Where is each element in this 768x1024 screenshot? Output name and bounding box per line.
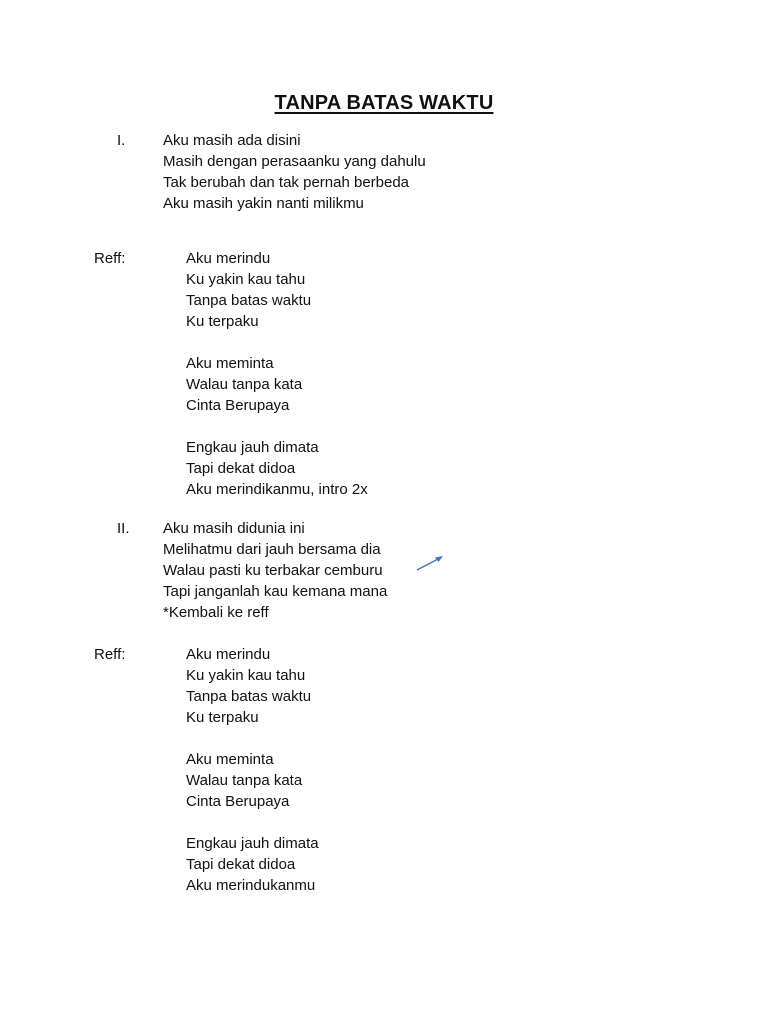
lyric-line: Walau tanpa kata (186, 376, 303, 393)
lyric-line: Aku masih didunia ini (163, 520, 305, 537)
lyric-line: Aku merindu (186, 646, 271, 663)
lyric-line: Aku meminta (186, 355, 274, 372)
lyric-line: Aku merindukanmu (186, 877, 316, 894)
reff-1-label: Reff: (94, 250, 126, 267)
lyric-line: Ku terpaku (186, 313, 259, 330)
lyric-line: Engkau jauh dimata (186, 835, 319, 852)
page-title: TANPA BATAS WAKTU (274, 92, 494, 114)
stanza-gap (186, 332, 368, 353)
lyric-line: Aku masih ada disini (163, 132, 301, 149)
annotation-arrow-icon (414, 553, 446, 573)
lyric-line: Ku terpaku (186, 709, 259, 726)
lyric-line: Aku meminta (186, 751, 274, 768)
reff-2-label: Reff: (94, 646, 126, 663)
lyric-line: Engkau jauh dimata (186, 439, 319, 456)
verse-1-label: I. (117, 132, 126, 149)
verse-1-lines (163, 130, 426, 214)
lyric-line: Tanpa batas waktu (186, 688, 312, 705)
lyric-line: Masih dengan perasaanku yang dahulu (163, 153, 426, 170)
lyric-line: Cinta Berupaya (186, 793, 290, 810)
lyric-line: Ku yakin kau tahu (186, 271, 306, 288)
lyric-line: Tapi dekat didoa (186, 460, 296, 477)
lyric-line: *Kembali ke reff (163, 604, 269, 621)
lyric-line: Aku merindu (186, 250, 271, 267)
lyric-line: Tanpa batas waktu (186, 292, 312, 309)
lyric-line: Tak berubah dan tak pernah berbeda (163, 174, 410, 191)
lyric-line: Aku merindikanmu, intro 2x (186, 481, 368, 498)
stanza-gap (186, 728, 319, 749)
verse-2-label: II. (117, 520, 130, 537)
lyric-line: Walau pasti ku terbakar cemburu (163, 562, 383, 579)
reff-1-lines (186, 248, 368, 500)
stanza-gap (186, 416, 368, 437)
lyric-line: Melihatmu dari jauh bersama dia (163, 541, 381, 558)
lyric-line: Walau tanpa kata (186, 772, 303, 789)
lyric-line: Cinta Berupaya (186, 397, 290, 414)
stanza-gap (186, 812, 319, 833)
lyric-line: Aku masih yakin nanti milikmu (163, 195, 364, 212)
lyric-line: Tapi janganlah kau kemana mana (163, 583, 388, 600)
lyric-line: Tapi dekat didoa (186, 856, 296, 873)
verse-2-lines (163, 518, 387, 623)
reff-2-lines (186, 644, 319, 896)
lyric-line: Ku yakin kau tahu (186, 667, 306, 684)
